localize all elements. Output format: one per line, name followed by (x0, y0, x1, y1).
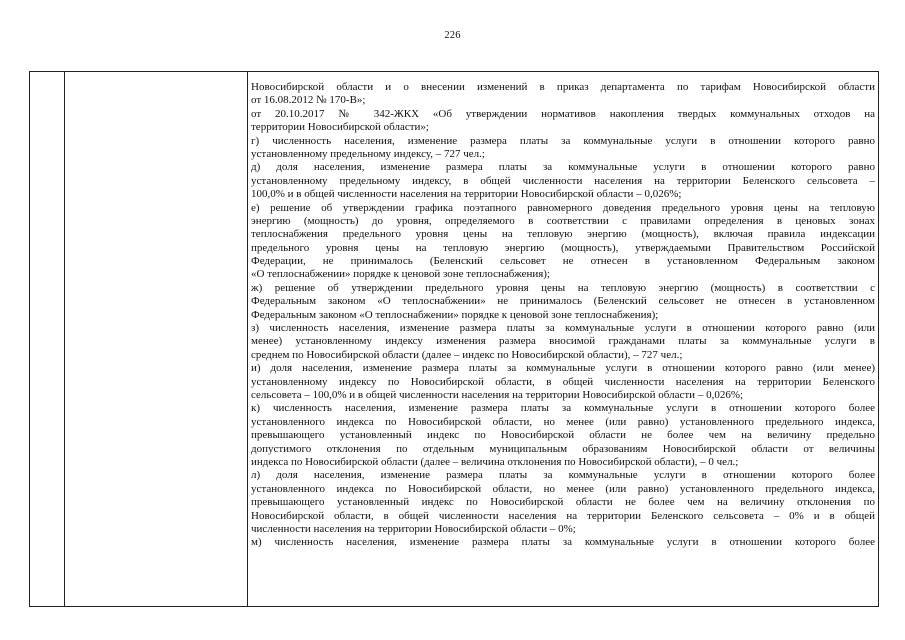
text-line: г) численность населения, изменение размера платы за коммунальные услуги в отношении которого равно (251, 134, 875, 147)
text-line: к) численность населения, изменение размера платы за коммунальные услуги в отношении которого более (251, 402, 875, 415)
text-line: превышающего установленный индекс по Новосибирской области не более чем на величину предельно (251, 429, 875, 442)
text-line: з) численность населения, изменение размера платы за коммунальные услуги в отношении которого равно (или (251, 322, 875, 335)
text-line: установленному предельному индексу, в общей численности населения на территории Беленского сельсовета – (251, 174, 875, 187)
text-line: ж) решение об утверждении предельного уровня цены на тепловую энергию (мощность) в соответствии с (251, 281, 875, 294)
text-line: теплоснабжения предельного уровня цены на тепловую энергию (мощность), включая правила индексации (251, 228, 875, 241)
text-line: «О теплоснабжении» порядке к ценовой зоне теплоснабжения); (251, 268, 551, 281)
text-line: установленного индекса по Новосибирской области, но менее (или равно) установленного предельного индекса, (251, 482, 875, 495)
text-line: установленному предельному индексу, – 727 чел.; (251, 147, 485, 160)
text-line: Новосибирской области и о внесении изменений в приказ департамента по тарифам Новосибирской области (251, 81, 875, 93)
column-divider (247, 72, 248, 606)
text-line: м) численность населения, изменение размера платы за коммунальные услуги в отношении которого более (251, 536, 875, 549)
text-line: энергию (мощность) до уровня, определяемого в соответствии с правилами определения в ценовых зонах (251, 214, 875, 227)
page-number: 226 (444, 30, 461, 41)
text-line: допустимого отклонения по отдельным муниципальным образованиям Новосибирской области от величины (251, 442, 875, 455)
text-line: д) доля населения, изменение размера платы за коммунальные услуги в отношении которого равно (251, 161, 875, 174)
text-line: индекса по Новосибирской области (далее – величина отклонения по Новосибирской области), – 0 чел.; (251, 455, 739, 468)
text-line: Федеральным законом «О теплоснабжении» порядке к ценовой зоне теплоснабжения); (251, 308, 659, 321)
text-line: и) доля населения, изменение размера платы за коммунальные услуги в отношении которого равно (или менее) (251, 362, 875, 375)
table-text-cell (251, 81, 875, 550)
text-line: установленному индексу по Новосибирской области, в общей численности населения на территории Беленского (251, 375, 875, 388)
text-line: предельного уровня цены на тепловую энергию (мощность), утверждаемыми Правительством Российской (251, 241, 875, 254)
text-line: менее) установленному индексу изменения размера вносимой гражданами платы за коммунальные услуги в (251, 335, 875, 348)
column-divider (64, 72, 65, 606)
text-line: сельсовета – 100,0% и в общей численности населения на территории Новосибирской области – 0,026%; (251, 388, 744, 401)
text-line: 100,0% и в общей численности населения на территории Новосибирской области – 0,026%; (251, 188, 682, 201)
document-table (29, 71, 879, 607)
text-line: Новосибирской области, в общей численности населения на территории Беленского сельсовета – 0% и в общей (251, 509, 875, 522)
text-line: Федеральным законом «О теплоснабжении» не принималось (Беленский сельсовет не отнесен в установленном (251, 295, 875, 308)
text-line: е) решение об утверждении графика поэтапного равномерного доведения предельного уровня цены на тепловую (251, 201, 875, 214)
text-line: территории Новосибирской области»; (251, 121, 429, 134)
text-line: установленного индекса по Новосибирской области, но менее (или равно) установленного предельного индекса, (251, 415, 875, 428)
text-line: от 20.10.2017 № 342-ЖКХ «Об утверждении нормативов накопления твердых коммунальных отходов на (251, 107, 875, 120)
text-line: л) доля населения, изменение размера платы за коммунальные услуги в отношении которого более (251, 469, 875, 482)
text-line: численности населения на территории Новосибирской области – 0%; (251, 522, 576, 535)
text-line: от 16.08.2012 № 170-В»; (251, 94, 366, 107)
text-line: среднем по Новосибирской области (далее – индекс по Новосибирской области), – 727 чел.; (251, 348, 683, 361)
text-line: превышающего установленный индекс по Новосибирской области не более чем на величину отклонения по (251, 496, 875, 509)
text-line: Федерации, не принималось (Беленский сельсовет не отнесен в установленном Федеральным законом (251, 255, 875, 268)
